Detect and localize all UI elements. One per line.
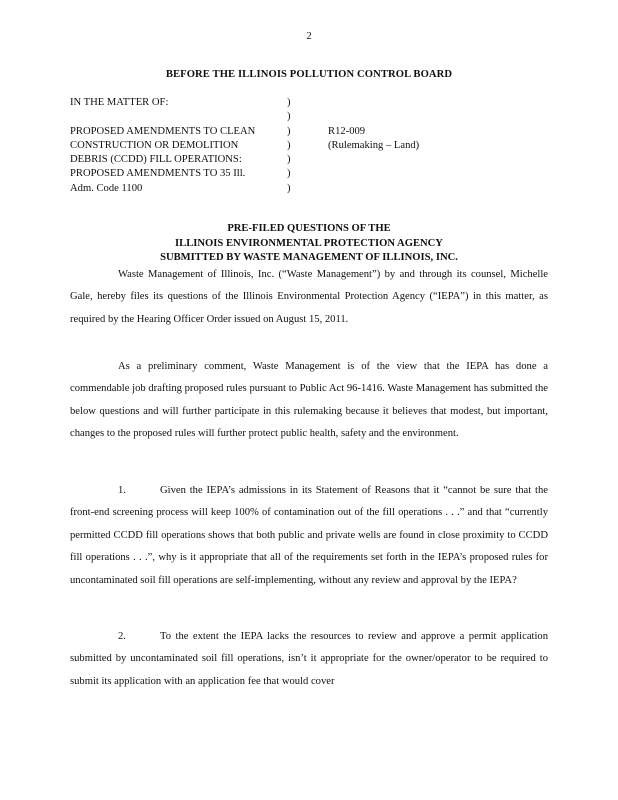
page-number: 2: [306, 31, 312, 42]
intro-text: Waste Management of Illinois, Inc. (“Waste Management”) by and through its counsel, Michelle Gale, hereby files its questions of the Illinois Environmental Protection Agency (“IEPA”) in this matter, as required by the Hearing Officer Order issued on August 15, 2011.: [70, 269, 548, 325]
caption-left-text: DEBRIS (CCDD) FILL OPERATIONS:: [70, 154, 242, 166]
rulemaking-type: (Rulemaking – Land): [328, 139, 420, 151]
caption-left-text: PROPOSED AMENDMENTS TO 35 Ill.: [70, 168, 246, 180]
question-text: Given the IEPA’s admissions in its Statement of Reasons that it “cannot be sure that the front-end screening process will keep 100% of contamination out of the fill operations . . .” and that “currently permitted CCDD fill operations shows that both public and private wells are found in close proximity to CCDD fill operations . . .”, why is it appropriate that all of the requirements set forth in the IEPA’s proposed rules for uncontaminated soil fill operations are self-implementing, without any review and approval by the IEPA?: [70, 485, 548, 586]
question-number: 1.: [118, 485, 126, 496]
caption-row: [70, 182, 540, 196]
caption-left-text: Adm. Code 1100: [70, 182, 143, 194]
caption-paren: ): [287, 111, 291, 123]
question-number: 2.: [118, 631, 126, 642]
title-line: ILLINOIS ENVIRONMENTAL PROTECTION AGENCY: [175, 237, 443, 249]
caption-left-text: PROPOSED AMENDMENTS TO CLEAN: [70, 125, 256, 137]
caption-paren: ): [287, 182, 291, 194]
caption-paren: ): [287, 97, 291, 108]
caption-row: [70, 139, 540, 153]
caption-paren: ): [287, 125, 291, 137]
question-1-paragraph: [70, 480, 548, 592]
caption-left-text: IN THE MATTER OF:: [70, 97, 169, 108]
docket-number: R12-009: [328, 125, 366, 137]
caption-paren: ): [287, 168, 291, 180]
document-title: [0, 222, 618, 266]
case-caption: [70, 96, 540, 196]
board-heading: BEFORE THE ILLINOIS POLLUTION CONTROL BOARD: [165, 69, 453, 80]
question-text: To the extent the IEPA lacks the resources to review and approve a permit application submitted by uncontaminated soil fill operations, isn’t it appropriate for the owner/operator to be required to submit its application with an application fee that would cover: [70, 631, 548, 687]
caption-row: [70, 96, 540, 110]
title-line: SUBMITTED BY WASTE MANAGEMENT OF ILLINOIS, INC.: [160, 252, 458, 263]
preliminary-text: As a preliminary comment, Waste Management is of the view that the IEPA has done a commendable job drafting proposed rules pursuant to Public Act 96-1416. Waste Management has submitted the below questions and will further participate in this rulemaking because it believes that modest, but important, changes to the proposed rules will further protect public health, safety and the environment.: [70, 361, 548, 440]
caption-row: [70, 167, 540, 181]
question-2-paragraph: [70, 626, 548, 693]
caption-row: [70, 110, 540, 124]
intro-paragraph: [70, 264, 548, 331]
caption-row: [70, 153, 540, 167]
caption-left-text: CONSTRUCTION OR DEMOLITION: [70, 139, 239, 151]
caption-paren: ): [287, 154, 291, 166]
title-line: PRE-FILED QUESTIONS OF THE: [227, 223, 391, 234]
caption-row: [70, 125, 540, 139]
caption-paren: ): [287, 139, 291, 151]
preliminary-paragraph: [70, 356, 548, 446]
